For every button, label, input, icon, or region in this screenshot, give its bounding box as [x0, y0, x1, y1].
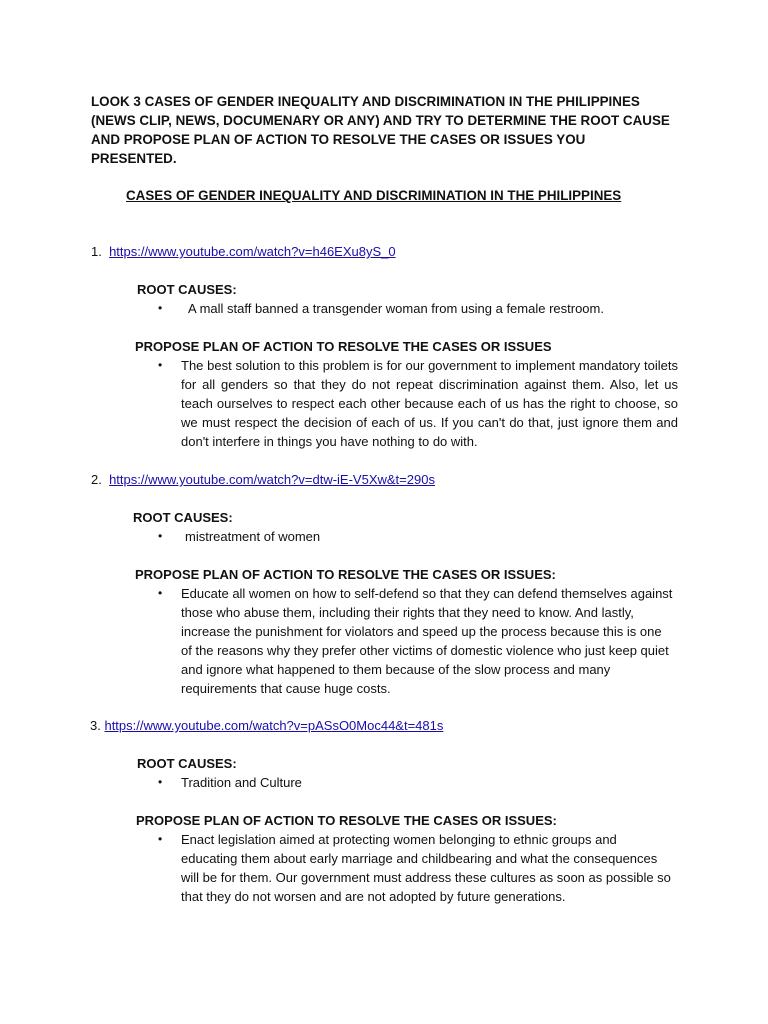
case-1-plan: The best solution to this problem is for our government to implement mandatory toilets for all genders so that they do not repeat discrimination against them. Also, let us teach ourselves to respect each other because each of us has the right to choose, so we must respect the decision of each of us. If you can't do that, just ignore them and don't interfere in things you have nothing to do with.: [181, 358, 678, 449]
case-3-link[interactable]: https://www.youtube.com/watch?v=pASsO0Moc44&t=481s: [104, 718, 444, 733]
case-2-number-line: [91, 470, 435, 489]
case-3-plan: Enact legislation aimed at protecting women belonging to ethnic groups and educating them about early marriage and childbearing and what the consequences will be for them. Our government must address these cultures as soon as possible so that they do not worsen and are not adopted by future generations.: [181, 832, 671, 904]
case-3-plan-label: PROPOSE PLAN OF ACTION TO RESOLVE THE CASES OR ISSUES:: [136, 813, 557, 828]
bullet-icon: •: [158, 586, 163, 600]
bullet-icon: •: [158, 301, 163, 315]
case-1-root-label: ROOT CAUSES:: [137, 282, 237, 297]
assignment-instructions: LOOK 3 CASES OF GENDER INEQUALITY AND DISCRIMINATION IN THE PHILIPPINES (NEWS CLIP, NEWS, DOCUMENARY OR ANY) AND TRY TO DETERMINE THE ROOT CAUSE AND PROPOSE PLAN OF ACTION TO RESOLVE THE CASES OR ISSUES YOU PRESENTED.: [91, 94, 670, 166]
case-3-number-line: [90, 716, 443, 735]
bullet-icon: •: [158, 775, 163, 789]
bullet-icon: •: [158, 832, 163, 846]
case-1-number: 1.: [91, 244, 102, 259]
case-1-root-cause: A mall staff banned a transgender woman from using a female restroom.: [188, 301, 604, 316]
case-1-link[interactable]: https://www.youtube.com/watch?v=h46EXu8yS_0: [109, 244, 396, 259]
case-2-plan-label: PROPOSE PLAN OF ACTION TO RESOLVE THE CASES OR ISSUES:: [135, 567, 556, 582]
case-3-root-cause: Tradition and Culture: [181, 775, 302, 790]
case-1-plan-label: PROPOSE PLAN OF ACTION TO RESOLVE THE CASES OR ISSUES: [135, 339, 552, 354]
case-2-link[interactable]: https://www.youtube.com/watch?v=dtw-iE-V5Xw&t=290s: [109, 472, 435, 487]
case-3-number: 3.: [90, 718, 101, 733]
case-3-root-label: ROOT CAUSES:: [137, 756, 237, 771]
bullet-icon: •: [158, 358, 163, 372]
case-2-number: 2.: [91, 472, 102, 487]
case-2-root-label: ROOT CAUSES:: [133, 510, 233, 525]
case-1-number-line: [91, 242, 396, 261]
case-2-plan: Educate all women on how to self-defend so that they can defend themselves against those who abuse them, including their rights that they need to know. And lastly, increase the punishment for violators and speed up the process because this is one of the reasons why they prefer other victims of domestic violence who just keep quiet and ignore what happened to them because of the slow process and many requirements that cause huge costs.: [181, 586, 673, 696]
section-heading: CASES OF GENDER INEQUALITY AND DISCRIMINATION IN THE PHILIPPINES: [126, 188, 622, 203]
case-2-root-cause: mistreatment of women: [185, 529, 321, 544]
bullet-icon: •: [158, 529, 163, 543]
